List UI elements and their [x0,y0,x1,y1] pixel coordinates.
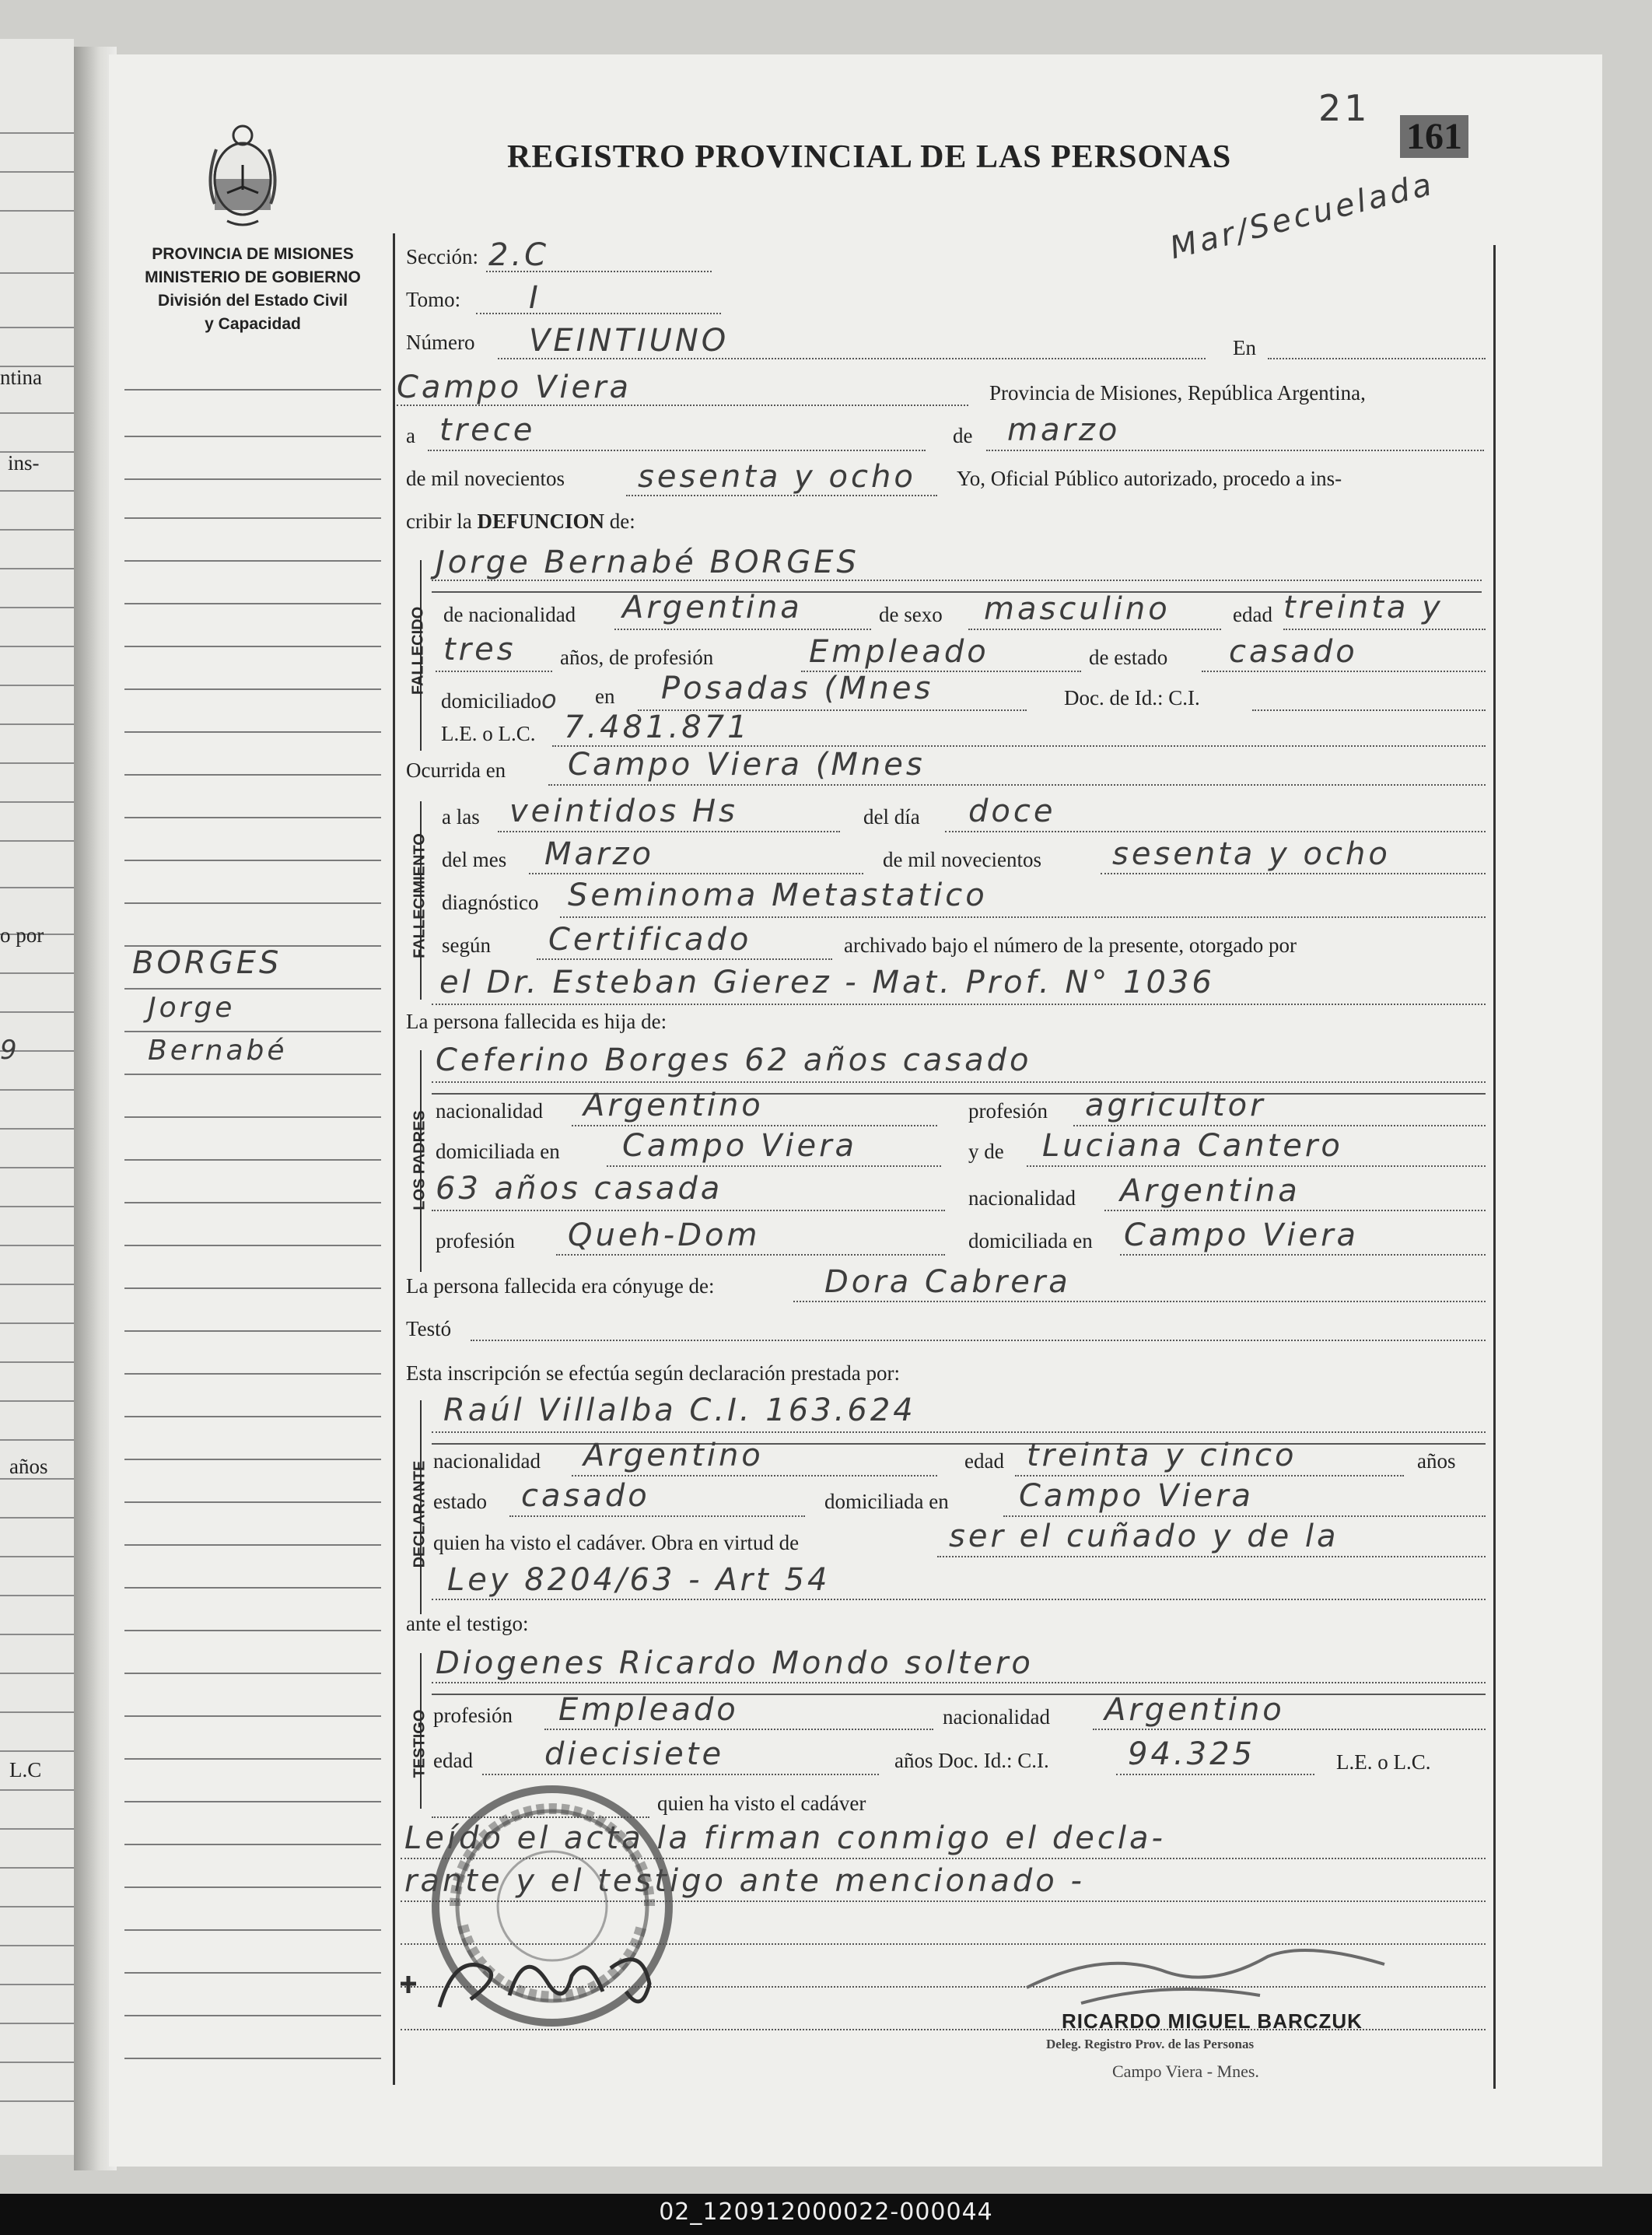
agency-line: MINISTERIO DE GOBIERNO [145,268,361,286]
registry-title: REGISTRO PROVINCIAL DE LAS PERSONAS [507,139,1232,175]
lugar-value: Campo Viera [397,370,632,405]
le-label: L.E. o L.C. [441,722,536,745]
cierre-nota-1: Leído el acta la firman conmigo el decla- [404,1820,1166,1856]
declarante-nombre: Raúl Villalba C.I. 163.624 [443,1392,916,1428]
mil-label: de mil novecientos [406,467,565,490]
cierre-nota-2: rante y el testigo ante mencionado - [404,1863,1085,1899]
padre-nombre: Ceferino Borges 62 años casado [436,1042,1032,1078]
column-divider [393,233,395,2085]
padre-domicilio-label: domiciliada en [436,1140,560,1163]
segun-label: según [442,934,491,957]
fallecido-nombre: Jorge Bernabé BORGES [436,545,859,580]
fallecimiento-lugar: Campo Viera (Mnes [568,747,926,783]
edge-text: 9 [0,1035,20,1066]
page-number-handwritten: 21 [1318,87,1370,129]
oficial-nombre: RICARDO MIGUEL BARCZUK [1062,2009,1363,2033]
dia-value: trece [439,412,536,448]
dia-label: del día [863,805,920,828]
conyuge-value: Dora Cabrera [824,1264,1071,1300]
provincia-text: Provincia de Misiones, República Argentina, [989,381,1366,405]
domicilio-en: en [595,685,615,708]
testigo-nacionalidad: Argentino [1104,1692,1285,1728]
fallecido-edad: treinta y [1283,590,1444,625]
seccion-label: Sección: [406,245,478,268]
archivado-text: archivado bajo el número de la presente, otorgado por [844,934,1297,957]
madre-domicilio: Campo Viera [1124,1217,1360,1253]
fallecimiento-segun: Certificado [548,922,752,958]
y-de-label: y de [968,1140,1004,1163]
declarante-section-label: DECLARANTE [411,1460,429,1568]
page-number-stamp: 161 [1400,115,1468,158]
fallecimiento-diagnostico: Seminoma Metastatico [568,878,988,913]
fallecimiento-section-label: FALLECIMIENTO [411,833,429,958]
fallecimiento-medico: el Dr. Esteban Gierez - Mat. Prof. N° 1036 [439,965,1215,1000]
fallecido-section-label: FALLECIDO [409,606,427,695]
oficial-text: Yo, Oficial Público autorizado, procedo a ins- [957,467,1342,490]
declarante-estado-label: estado [433,1490,487,1513]
testigo-doc: 94.325 [1128,1736,1255,1772]
estado-label: de estado [1089,646,1168,669]
numero-label: Número [406,331,475,354]
mes-label: del mes [442,848,507,871]
anio-value: sesenta y ocho [638,459,916,495]
tomo-value: I [529,280,541,316]
edge-text: o por [0,923,44,947]
margin-given-name: Jorge [148,992,236,1024]
agency-header [117,243,389,336]
declarante-domicilio-label: domiciliada en [824,1490,949,1513]
testigo-profesion-label: profesión [433,1704,513,1727]
edge-text: L.C [9,1758,42,1781]
testigo-section-label: TESTIGO [411,1709,429,1778]
testigo-nacionalidad-label: nacionalidad [943,1705,1050,1729]
fallecimiento-mes: Marzo [544,836,654,872]
fallecido-domicilio: Posadas (Mnes [661,671,934,706]
declarante-nacionalidad-label: nacionalidad [433,1449,541,1473]
testigo-le-label: L.E. o L.C. [1336,1750,1431,1774]
testo-label: Testó [406,1317,452,1340]
declarante-obra-2: Ley 8204/63 - Art 54 [447,1562,831,1598]
a-las-label: a las [442,805,480,828]
testigo-nombre: Diogenes Ricardo Mondo soltero [436,1645,1034,1681]
fallecimiento-dia: doce [968,793,1056,829]
ocurrida-label: Ocurrida en [406,758,506,782]
en-label: En [1233,336,1256,359]
fallecimiento-mil-label: de mil novecientos [883,848,1041,871]
padre-profesion: agricultor [1085,1088,1266,1123]
testigo-profesion: Empleado [558,1692,739,1728]
edge-text: ins- [8,451,40,475]
fallecido-sexo: masculino [984,591,1171,627]
declarante-intro: Esta inscripción se efectúa según declaración prestada por: [406,1361,900,1385]
right-border [1493,245,1496,2089]
domicilio-o: o [541,685,557,714]
fallecido-edad-cont: tres [443,632,516,667]
declarante-nacionalidad: Argentino [583,1438,764,1473]
padres-section-label: LOS PADRES [411,1110,429,1210]
diagnostico-label: diagnóstico [442,891,539,914]
declarante-domicilio: Campo Viera [1019,1478,1255,1514]
madre-nacionalidad-label: nacionalidad [968,1186,1076,1210]
ante-testigo-text: ante el testigo: [406,1612,529,1635]
nacionalidad-label: de nacionalidad [443,603,576,626]
numero-value: VEINTIUNO [529,323,730,359]
fallecimiento-hora: veintidos Hs [509,793,738,829]
a-label: a [406,424,415,447]
cribir-line [406,510,635,534]
de-colon: de: [609,510,635,533]
cribir-text: cribir la [406,510,472,533]
fallecido-estado: casado [1229,634,1358,670]
madre-nombre: Luciana Cantero [1042,1128,1343,1164]
madre-detalle: 63 años casada [436,1171,723,1207]
padre-nacionalidad: Argentino [583,1088,764,1123]
anos-prof-label: años, de profesión [560,646,714,669]
domicilio-label [441,685,557,714]
fallecido-le: 7.481.871 [564,709,751,745]
declarante-edad-label: edad [964,1449,1004,1473]
declarante-estado: casado [521,1478,650,1514]
declarante-signature-icon [393,1921,719,2030]
seccion-value: 2.C [488,237,550,273]
agency-line: y Capacidad [205,315,301,333]
testigo-edad-label: edad [433,1749,473,1772]
fallecido-nacionalidad: Argentina [622,590,803,625]
sexo-label: de sexo [879,603,943,626]
declarante-edad: treinta y cinco [1027,1438,1297,1473]
tomo-label: Tomo: [406,288,461,311]
domiciliado-text: domiciliado [441,689,541,713]
declarante-anos-label: años [1417,1449,1456,1473]
madre-domicilio-label: domiciliada en [968,1229,1093,1252]
madre-nacionalidad: Argentina [1120,1173,1300,1209]
declarante-obra-1: ser el cuñado y de la [949,1519,1339,1554]
margin-surname: BORGES [132,945,282,981]
testigo-doc-label: años Doc. Id.: C.I. [894,1749,1049,1772]
fallecido-profesion: Empleado [809,634,989,670]
edad-label: edad [1233,603,1272,626]
fallecimiento-anio: sesenta y ocho [1112,836,1391,872]
padre-nacionalidad-label: nacionalidad [436,1099,543,1123]
testigo-edad: diecisiete [544,1736,725,1772]
oficial-lugar: Campo Viera - Mnes. [1112,2062,1259,2081]
edge-text: años [9,1455,48,1478]
defuncion-text: DEFUNCION [477,510,604,533]
previous-page-edge [0,39,74,2155]
coat-of-arms-icon [204,118,282,235]
agency-line: División del Estado Civil [158,292,348,310]
marginal-note: Mar/Secuelada [1166,166,1438,267]
agency-line: PROVINCIA DE MISIONES [152,245,354,263]
doc-label: Doc. de Id.: C.I. [1064,686,1200,709]
padre-profesion-label: profesión [968,1099,1048,1123]
mes-value: marzo [1007,412,1121,448]
file-id-label: 02_120912000022-000044 [659,2198,993,2226]
declarante-visto-text: quien ha visto el cadáver. Obra en virtud de [433,1531,800,1554]
oficial-cargo: Deleg. Registro Prov. de las Personas [1046,2037,1255,2051]
hija-text: La persona fallecida es hija de: [406,1010,667,1033]
madre-profesion-label: profesión [436,1229,515,1252]
testigo-visto-text: quien ha visto el cadáver [657,1792,866,1815]
padre-domicilio: Campo Viera [622,1128,858,1164]
edge-text: ntina [0,366,42,389]
conyuge-label: La persona fallecida era cónyuge de: [406,1274,715,1298]
de-label: de [953,424,973,447]
madre-profesion: Queh-Dom [568,1217,761,1253]
margin-given-name: Bernabé [148,1035,288,1067]
